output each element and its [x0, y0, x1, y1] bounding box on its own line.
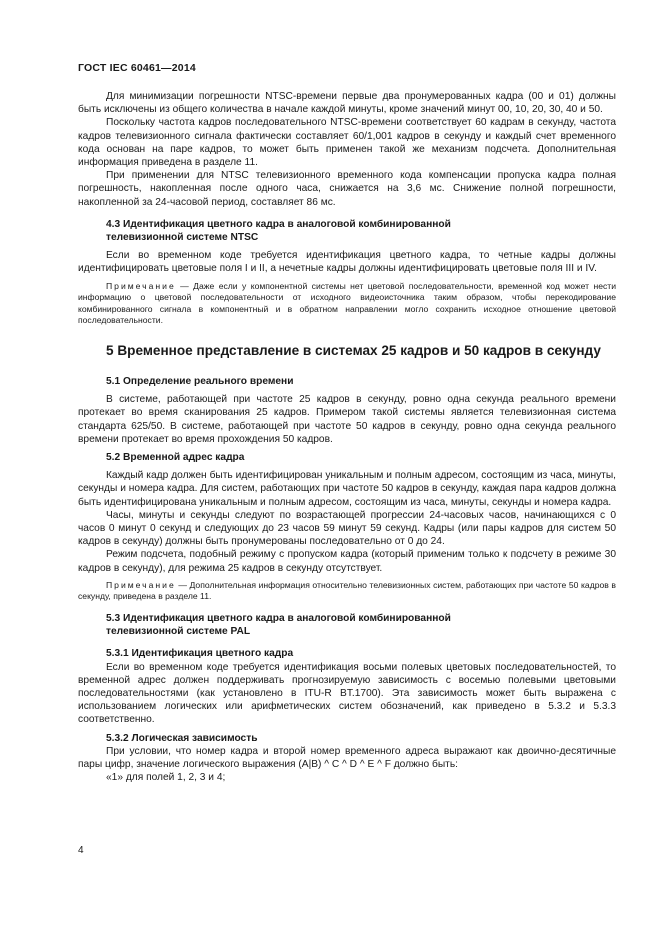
paragraph: Если во временном коде требуется идентификация восьми полевых цветовых последовательностей, то временной адрес должен поддерживать прогнозируемую зависимость с восемью полевыми цветовыми последовательностями (как установлено в ITU-R BT.1700). Эта зависимость может быть выражена с использованием логических или арифметических систем обозначений, как приведено в 5.3.2 и 5.3.3 соответственно.: [78, 661, 616, 726]
section-heading-4-3-cont: телевизионной системе NTSC: [106, 232, 259, 244]
section-heading-5-3: 5.3 Идентификация цветного кадра в аналоговой комбинированной: [106, 613, 451, 625]
paragraph: «1» для полей 1, 2, 3 и 4;: [106, 772, 226, 784]
running-header: ГОСТ IEC 60461—2014: [78, 62, 196, 74]
paragraph: Поскольку частота кадров последовательного NTSC-времени соответствует 60 кадрам в секунду, частота кадров телевизионного сигнала фактически составляет 60/1,001 кадров в секунду и каждый счет временного кода основан на паре кадров, то может быть применен такой же механизм подсчета. Дополнительная информация приведена в разделе 11.: [78, 117, 616, 169]
note: [78, 281, 616, 327]
note-label: Примечание: [106, 579, 176, 590]
note-text: — Дополнительная информация относительно телевизионных систем, работающих при частоте 50 кадров в секунду, приведена в разделе 11.: [78, 579, 616, 602]
section-heading-5-3-1: 5.3.1 Идентификация цветного кадра: [106, 648, 294, 660]
paragraph: При условии, что номер кадра и второй номер временного адреса выражают как двоично-десятичные пары цифр, значение логического выражения (A|B) ^ C ^ D ^ E ^ F должно быть:: [78, 745, 616, 771]
section-heading-5-1: 5.1 Определение реального времени: [106, 376, 294, 388]
paragraph: Для минимизации погрешности NTSC-времени первые два пронумерованных кадра (00 и 01) должны быть исключены из общего количества в начале каждой минуты, кроме значений минут 00, 10, 20, 30, 40 и 50.: [78, 91, 616, 116]
note-label: Примечание: [106, 280, 176, 291]
page-number: 4: [78, 845, 84, 856]
page-content: [78, 90, 616, 784]
paragraph: Каждый кадр должен быть идентифицирован уникальным и полным адресом, состоящим из часа, минуты, секунды и номера кадра. Для систем, работающих при частоте 50 кадров в секунду, каждая пара кадров должна быть идентифицирована уникальным и полным адресом, состоящим из часа, минуты, секунды и номера кадра.: [78, 470, 616, 508]
note: [78, 580, 616, 603]
note-text: — Даже если у компонентной системы нет цветовой последовательности, временной код может нести информацию о цветовой последовательности от исходного видеоисточника таким образом, чтобы перекодирование комбинированного сигнала в компонентный и в обратном направлении могло сохранить исходное отношение цветовой последовательности.: [78, 280, 617, 326]
section-heading-5-3-cont: телевизионной системе PAL: [106, 626, 251, 638]
paragraph: Режим подсчета, подобный режиму с пропуском кадра (который применим только к подсчету в режиме 30 кадров в секунду), для режима 25 кадров в секунду отсутствует.: [78, 549, 616, 574]
section-heading-5-2: 5.2 Временной адрес кадра: [106, 452, 245, 464]
section-heading-5-3-2: 5.3.2 Логическая зависимость: [106, 732, 258, 744]
section-heading-5: 5 Временное представление в системах 25 кадров и 50 кадров в секунду: [106, 343, 601, 359]
section-heading-4-3: 4.3 Идентификация цветного кадра в аналоговой комбинированной: [106, 218, 451, 230]
paragraph: В системе, работающей при частоте 25 кадров в секунду, ровно одна секунда реального времени протекает во время сканирования 25 кадров. Примером такой системы является телевизионная система стандарта 625/50. В системе, работающей при частоте 50 кадров в секунду, ровно одна секунда реального времени протекает во время прохождения 50 кадров.: [78, 394, 616, 445]
paragraph: Если во временном коде требуется идентификация цветного кадра, то четные кадры должны идентифицировать цветовые поля I и II, а нечетные кадры должны идентифицировать цветовые поля III и IV.: [78, 250, 616, 275]
paragraph: Часы, минуты и секунды следуют по возрастающей прогрессии 24-часовых часов, начинающихся с 0 часов 0 минут 0 секунд и следующих до 23 часов 59 минут 59 секунд. Кадры (или пары кадров для систем 50 кадров в секунду) должны быть пронумерованы последовательно от 0 до 24.: [78, 509, 616, 548]
paragraph: При применении для NTSC телевизионного временного кода компенсации пропуска кадра полная погрешность, накопленная после одного часа, снижается на 3,6 мс. Снижение полной погрешности, накопленной за 24-часовой период, составляет 86 мс.: [78, 170, 616, 208]
